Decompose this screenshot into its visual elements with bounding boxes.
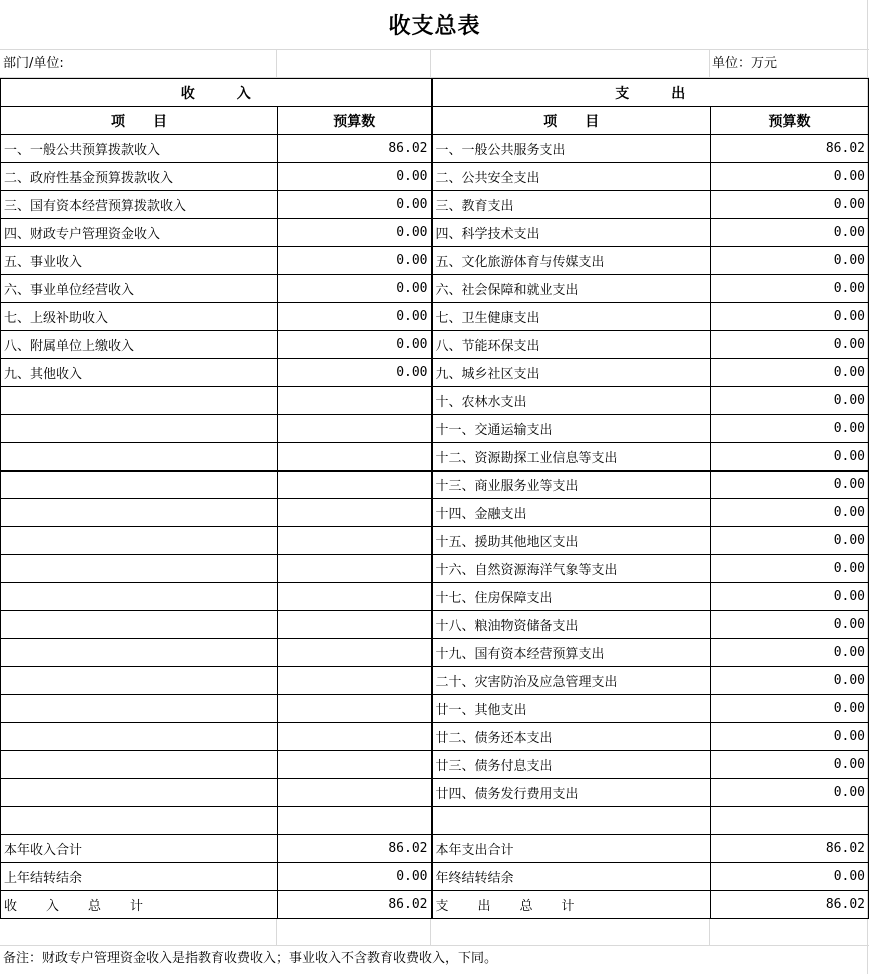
- table-row: [1, 331, 869, 359]
- expense-item-cell: 五、文化旅游体育与传媒支出: [432, 247, 711, 275]
- table-row: [1, 835, 869, 863]
- table-row: [1, 779, 869, 807]
- income-value-cell: 0.00: [278, 163, 432, 191]
- expense-value-cell: 0.00: [711, 163, 869, 191]
- gridline: [709, 918, 710, 946]
- expense-value-cell: 86.02: [711, 135, 869, 163]
- expense-item-cell: 二、公共安全支出: [432, 163, 711, 191]
- gridline: [709, 50, 710, 77]
- expense-item-cell: 十六、自然资源海洋气象等支出: [432, 555, 711, 583]
- expense-item-cell: 廿三、债务付息支出: [432, 751, 711, 779]
- unit-label: 单位：万元: [712, 56, 778, 71]
- income-value-cell: [278, 807, 432, 835]
- income-value-cell: [278, 415, 432, 443]
- expense-item-cell: 一、一般公共服务支出: [432, 135, 711, 163]
- income-item-cell: 六、事业单位经营收入: [1, 275, 278, 303]
- income-item-cell: [1, 695, 278, 723]
- income-item-cell: [1, 499, 278, 527]
- expense-item-cell: 十一、交通运输支出: [432, 415, 711, 443]
- expense-value-cell: 0.00: [711, 387, 869, 415]
- expense-item-cell: 十七、住房保障支出: [432, 583, 711, 611]
- income-value-cell: 0.00: [278, 191, 432, 219]
- income-budget-header: 预算数: [278, 107, 432, 135]
- expense-value-cell: 0.00: [711, 555, 869, 583]
- expense-value-cell: 0.00: [711, 219, 869, 247]
- income-item-cell: [1, 807, 278, 835]
- table-row: [1, 471, 869, 499]
- table-row: [1, 191, 869, 219]
- expense-value-cell: 0.00: [711, 751, 869, 779]
- expense-item-cell: 三、教育支出: [432, 191, 711, 219]
- income-value-cell: [278, 499, 432, 527]
- page-title: 收支总表: [388, 13, 481, 39]
- income-item-cell: [1, 639, 278, 667]
- income-item-cell: 上年结转结余: [1, 863, 278, 891]
- expense-value-cell: 0.00: [711, 527, 869, 555]
- column-header-row: [1, 107, 869, 135]
- expense-item-cell: 年终结转结余: [432, 863, 711, 891]
- expense-value-cell: 0.00: [711, 359, 869, 387]
- section-header-row: [1, 79, 869, 107]
- table-row: [1, 891, 869, 919]
- table-row: [1, 555, 869, 583]
- expense-item-cell: 十二、资源勘探工业信息等支出: [432, 443, 711, 471]
- expense-value-cell: 0.00: [711, 191, 869, 219]
- footnote: 备注：财政专户管理资金收入是指教育收费收入；事业收入不含教育收费收入，下同。: [3, 951, 498, 966]
- income-value-cell: 86.02: [278, 835, 432, 863]
- expense-value-cell: 0.00: [711, 443, 869, 471]
- expense-value-cell: 0.00: [711, 303, 869, 331]
- expense-item-cell: 七、卫生健康支出: [432, 303, 711, 331]
- income-item-cell: 九、其他收入: [1, 359, 278, 387]
- expense-item-cell: 八、节能环保支出: [432, 331, 711, 359]
- table-row: [1, 219, 869, 247]
- income-value-cell: [278, 779, 432, 807]
- gridline: [276, 50, 277, 77]
- expense-value-cell: 0.00: [711, 331, 869, 359]
- table-row: [1, 303, 869, 331]
- income-value-cell: 0.00: [278, 359, 432, 387]
- income-value-cell: [278, 723, 432, 751]
- table-row: [1, 275, 869, 303]
- table-row: [1, 527, 869, 555]
- income-item-header: 项 目: [1, 107, 278, 135]
- expense-value-cell: 0.00: [711, 415, 869, 443]
- expense-item-header: 项 目: [432, 107, 711, 135]
- expense-item-cell: 廿一、其他支出: [432, 695, 711, 723]
- expense-item-cell: [432, 807, 711, 835]
- income-item-cell: [1, 667, 278, 695]
- expense-header: 支 出: [432, 79, 869, 107]
- table-row: [1, 863, 869, 891]
- expense-item-cell: 九、城乡社区支出: [432, 359, 711, 387]
- income-value-cell: 0.00: [278, 303, 432, 331]
- income-item-cell: [1, 779, 278, 807]
- expense-item-cell: 十八、粮油物资储备支出: [432, 611, 711, 639]
- income-item-cell: 收 入 总 计: [1, 891, 278, 919]
- table-row: [1, 583, 869, 611]
- gridline: [276, 918, 277, 946]
- expense-value-cell: 86.02: [711, 891, 869, 919]
- income-value-cell: 0.00: [278, 331, 432, 359]
- income-header: 收 入: [1, 79, 432, 107]
- table-row: [1, 247, 869, 275]
- expense-item-cell: 支 出 总 计: [432, 891, 711, 919]
- table-row: [1, 415, 869, 443]
- income-value-cell: [278, 555, 432, 583]
- income-item-cell: [1, 415, 278, 443]
- income-value-cell: [278, 583, 432, 611]
- income-item-cell: 八、附属单位上缴收入: [1, 331, 278, 359]
- expense-value-cell: [711, 807, 869, 835]
- income-value-cell: [278, 387, 432, 415]
- income-value-cell: [278, 751, 432, 779]
- table-row: [1, 751, 869, 779]
- expense-item-cell: 十五、援助其他地区支出: [432, 527, 711, 555]
- table-row: [1, 387, 869, 415]
- expense-budget-header: 预算数: [711, 107, 869, 135]
- income-value-cell: [278, 639, 432, 667]
- income-item-cell: 七、上级补助收入: [1, 303, 278, 331]
- expense-value-cell: 0.00: [711, 247, 869, 275]
- expense-item-cell: 本年支出合计: [432, 835, 711, 863]
- expense-item-cell: 十、农林水支出: [432, 387, 711, 415]
- income-item-cell: 三、国有资本经营预算拨款收入: [1, 191, 278, 219]
- income-item-cell: 本年收入合计: [1, 835, 278, 863]
- table-row: [1, 359, 869, 387]
- gridline: [430, 918, 431, 946]
- table-row: [1, 807, 869, 835]
- income-value-cell: 0.00: [278, 219, 432, 247]
- expense-item-cell: 十九、国有资本经营预算支出: [432, 639, 711, 667]
- income-item-cell: 四、财政专户管理资金收入: [1, 219, 278, 247]
- table-row: [1, 639, 869, 667]
- expense-value-cell: 0.00: [711, 471, 869, 499]
- expense-item-cell: 十三、商业服务业等支出: [432, 471, 711, 499]
- income-value-cell: [278, 471, 432, 499]
- expense-value-cell: 0.00: [711, 667, 869, 695]
- income-item-cell: 一、一般公共预算拨款收入: [1, 135, 278, 163]
- income-item-cell: 五、事业收入: [1, 247, 278, 275]
- table-row: [1, 499, 869, 527]
- income-value-cell: 0.00: [278, 247, 432, 275]
- income-item-cell: 二、政府性基金预算拨款收入: [1, 163, 278, 191]
- department-label: 部门/单位:: [3, 56, 64, 71]
- expense-item-cell: 十四、金融支出: [432, 499, 711, 527]
- expense-value-cell: 0.00: [711, 779, 869, 807]
- income-item-cell: [1, 723, 278, 751]
- income-item-cell: [1, 751, 278, 779]
- income-item-cell: [1, 583, 278, 611]
- expense-item-cell: 四、科学技术支出: [432, 219, 711, 247]
- income-item-cell: [1, 471, 278, 499]
- income-item-cell: [1, 387, 278, 415]
- expense-value-cell: 86.02: [711, 835, 869, 863]
- expense-item-cell: 廿四、债务发行费用支出: [432, 779, 711, 807]
- expense-item-cell: 廿二、债务还本支出: [432, 723, 711, 751]
- budget-table: [0, 78, 869, 919]
- expense-value-cell: 0.00: [711, 723, 869, 751]
- income-value-cell: 0.00: [278, 863, 432, 891]
- expense-value-cell: 0.00: [711, 695, 869, 723]
- income-value-cell: [278, 667, 432, 695]
- income-item-cell: [1, 611, 278, 639]
- table-row: [1, 667, 869, 695]
- expense-value-cell: 0.00: [711, 863, 869, 891]
- income-item-cell: [1, 443, 278, 471]
- table-row: [1, 695, 869, 723]
- table-row: [1, 163, 869, 191]
- income-value-cell: 0.00: [278, 275, 432, 303]
- expense-value-cell: 0.00: [711, 639, 869, 667]
- table-row: [1, 443, 869, 471]
- expense-value-cell: 0.00: [711, 611, 869, 639]
- expense-value-cell: 0.00: [711, 499, 869, 527]
- table-row: [1, 723, 869, 751]
- gridline: [430, 50, 431, 77]
- table-row: [1, 135, 869, 163]
- expense-item-cell: 二十、灾害防治及应急管理支出: [432, 667, 711, 695]
- income-value-cell: 86.02: [278, 135, 432, 163]
- expense-value-cell: 0.00: [711, 583, 869, 611]
- income-value-cell: 86.02: [278, 891, 432, 919]
- income-item-cell: [1, 527, 278, 555]
- income-value-cell: [278, 695, 432, 723]
- income-value-cell: [278, 443, 432, 471]
- income-item-cell: [1, 555, 278, 583]
- expense-item-cell: 六、社会保障和就业支出: [432, 275, 711, 303]
- expense-value-cell: 0.00: [711, 275, 869, 303]
- income-value-cell: [278, 527, 432, 555]
- income-value-cell: [278, 611, 432, 639]
- table-row: [1, 611, 869, 639]
